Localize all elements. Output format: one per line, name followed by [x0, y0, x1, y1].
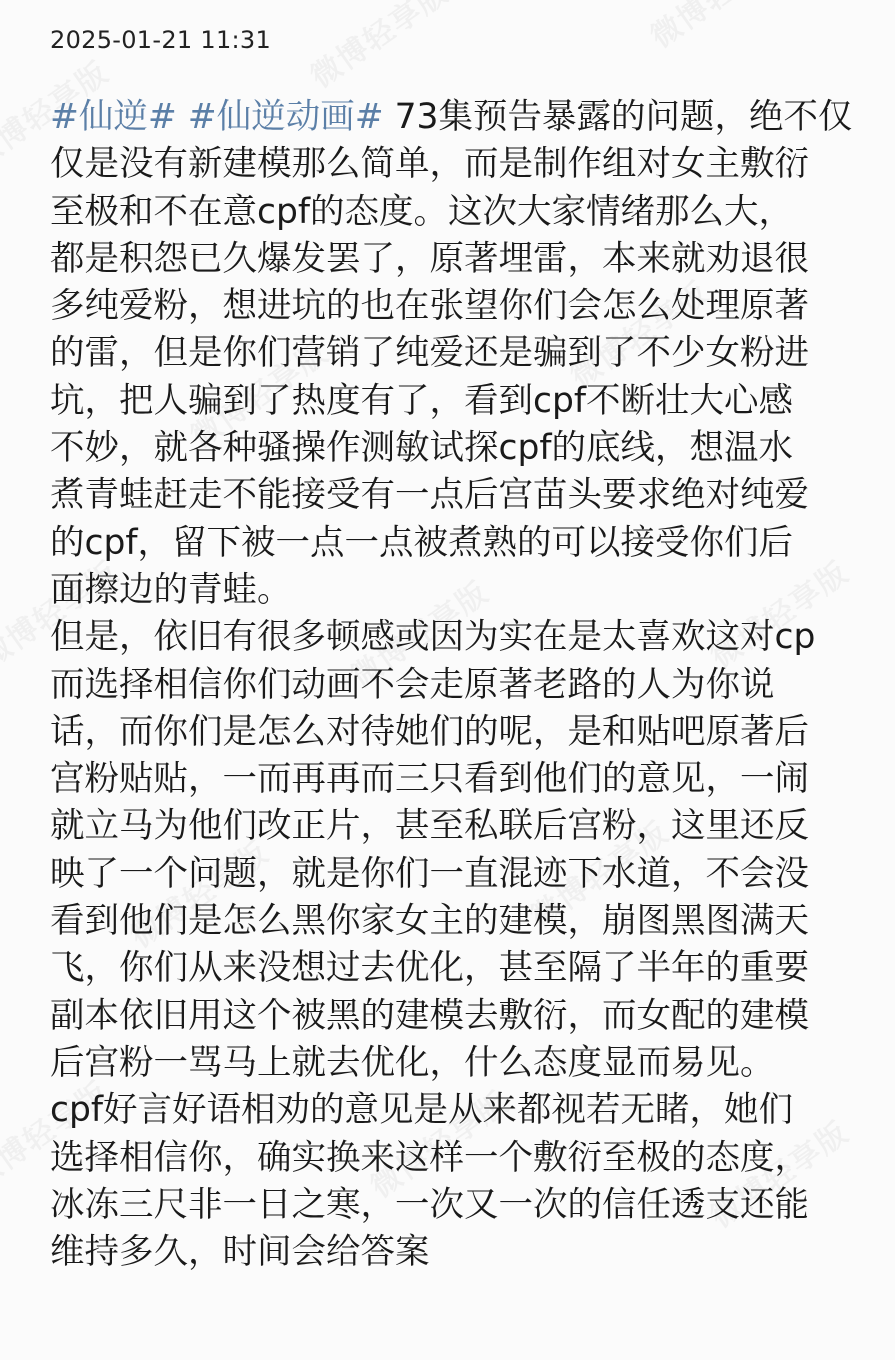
post-line: 的雷，但是你们营销了纯爱还是骗到了不少女粉进 [50, 333, 809, 374]
post-line: 的cpf，留下被一点一点被煮熟的可以接受你们后 [50, 522, 794, 563]
post-line: 宫粉贴贴，一而再再而三只看到他们的意见，一闹 [50, 759, 809, 800]
post-line: 都是积怨已久爆发罢了，原著埋雷，本来就劝退很 [50, 238, 809, 279]
post-line: 飞，你们从来没想过去优化，甚至隔了半年的重要 [50, 948, 809, 989]
post-line: 坑，把人骗到了热度有了，看到cpf不断壮大心感 [50, 380, 794, 421]
post-line: 冰冻三尺非一日之寒，一次又一次的信任透支还能 [50, 1184, 809, 1225]
post-line: 后宫粉一骂马上就去优化，什么态度显而易见。 [50, 1042, 775, 1083]
post-line: 至极和不在意cpf的态度。这次大家情绪那么大， [50, 191, 794, 232]
post-line: 不妙，就各种骚操作测敏试探cpf的底线，想温水 [50, 428, 794, 469]
hashtag-link[interactable]: #仙逆# [50, 97, 177, 137]
hashtag-link[interactable]: #仙逆动画# [187, 97, 384, 137]
post-line: 而选择相信你们动画不会走原著老路的人为你说 [50, 664, 775, 705]
post-line: 煮青蛙赶走不能接受有一点后宫苗头要求绝对纯爱 [50, 475, 809, 516]
post-line: 就立马为他们改正片，甚至私联后宫粉，这里还反 [50, 806, 809, 847]
post-line: 面擦边的青蛙。 [50, 569, 292, 610]
post-line: 选择相信你，确实换来这样一个敷衍至极的态度， [50, 1137, 809, 1178]
post-line: 但是，依旧有很多顿感或因为实在是太喜欢这对cp [50, 617, 816, 658]
post-line: 副本依旧用这个被黑的建模去敷衍，而女配的建模 [50, 995, 809, 1036]
post-line: 看到他们是怎么黑你家女主的建模，崩图黑图满天 [50, 901, 809, 942]
post-line: 仅是没有新建模那么简单，而是制作组对女主敷衍 [50, 144, 809, 185]
post-line: 映了一个问题，就是你们一直混迹下水道，不会没 [50, 853, 809, 894]
post-line [50, 94, 853, 141]
post-timestamp: 2025-01-21 11:31 [50, 26, 272, 54]
post-line: 话，而你们是怎么对待她们的呢，是和贴吧原著后 [50, 711, 809, 752]
post-line: 维持多久，时间会给答案 [50, 1232, 430, 1273]
post-body [50, 94, 853, 1276]
post-line: cpf好言好语相劝的意见是从来都视若无睹，她们 [50, 1090, 794, 1131]
post [50, 22, 853, 1276]
post-line: 多纯爱粉，想进坑的也在张望你们会怎么处理原著 [50, 286, 809, 327]
post-line-text: 73集预告暴露的问题，绝不仅 [394, 97, 853, 137]
